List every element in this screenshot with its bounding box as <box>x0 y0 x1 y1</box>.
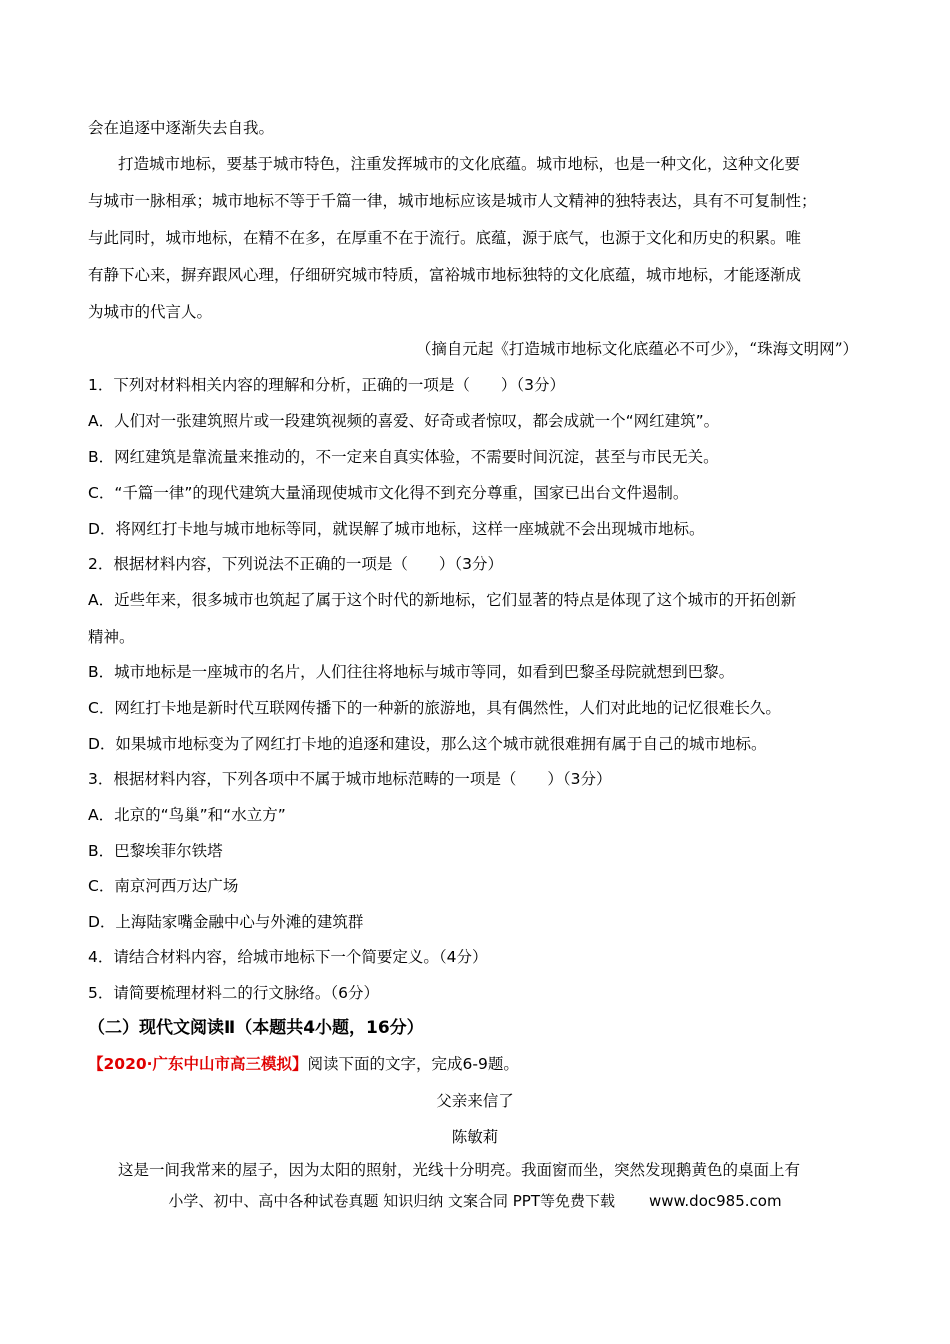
passage-line: 与此同时，城市地标，在精不在多，在厚重不在于流行。底蕴，源于底气，也源于文化和历史的积累。唯 <box>88 229 802 247</box>
question-3-option-b: B．巴黎埃菲尔铁塔 <box>88 842 223 860</box>
question-1-option-a: A．人们对一张建筑照片或一段建筑视频的喜爱、好奇或者惊叹，都会成就一个“网红建筑”。 <box>88 412 720 430</box>
reading-instruction: 阅读下面的文字，完成6-9题。 <box>307 1055 519 1073</box>
question-4: 4．请结合材料内容，给城市地标下一个简要定义。（4分） <box>88 948 488 966</box>
footer-text: 小学、初中、高中各种试卷真题 知识归纳 文案合同 PPT等免费下载 <box>168 1192 615 1210</box>
passage-line: 为城市的代言人。 <box>88 303 213 321</box>
question-3-stem: 3．根据材料内容，下列各项中不属于城市地标范畴的一项是（ ）（3分） <box>88 770 612 788</box>
passage-line: 会在追逐中逐渐失去自我。 <box>88 119 275 137</box>
question-2-stem: 2．根据材料内容，下列说法不正确的一项是（ ）（3分） <box>88 555 503 573</box>
exam-source-tag: 【2020·广东中山市高三模拟】 <box>88 1055 308 1073</box>
question-3-option-d: D．上海陆家嘴金融中心与外滩的建筑群 <box>88 913 364 931</box>
question-5: 5．请简要梳理材料二的行文脉络。（6分） <box>88 984 379 1002</box>
question-1-option-d: D．将网红打卡地与城市地标等同，就误解了城市地标，这样一座城就不会出现城市地标。 <box>88 520 705 538</box>
question-1-stem: 1．下列对材料相关内容的理解和分析，正确的一项是（ ）（3分） <box>88 376 565 394</box>
question-3-option-c: C．南京河西万达广场 <box>88 877 239 895</box>
article-first-line: 这是一间我常来的屋子，因为太阳的照射，光线十分明亮。我面窗而坐，突然发现鹅黄色的桌面上有 <box>118 1161 801 1179</box>
article-title: 父亲来信了 <box>436 1092 514 1110</box>
question-2-option-c: C．网红打卡地是新时代互联网传播下的一种新的旅游地，具有偶然性，人们对此地的记忆很难长久。 <box>88 699 781 717</box>
question-2-option-a-continued: 精神。 <box>88 628 135 646</box>
question-2-option-a: A．近些年来，很多城市也筑起了属于这个时代的新地标，它们显著的特点是体现了这个城市的开拓创新 <box>88 591 797 609</box>
section-instruction-line <box>88 1053 868 1075</box>
question-2-option-b: B．城市地标是一座城市的名片，人们往往将地标与城市等同，如看到巴黎圣母院就想到巴黎。 <box>88 663 735 681</box>
question-3-option-a: A．北京的“鸟巢”和“水立方” <box>88 806 286 824</box>
question-2-option-d: D．如果城市地标变为了网红打卡地的追逐和建设，那么这个城市就很难拥有属于自己的城市地标。 <box>88 735 767 753</box>
passage-source: （摘自元起《打造城市地标文化底蕴必不可少》，“珠海文明网”） <box>415 340 858 358</box>
footer-site-link[interactable]: www.doc985.com <box>648 1192 782 1210</box>
article-author: 陈敏莉 <box>451 1128 499 1146</box>
passage-line: 与城市一脉相承；城市地标不等于千篇一律，城市地标应该是城市人文精神的独特表达，具有不可复制性； <box>88 192 817 210</box>
question-1-option-c: C．“千篇一律”的现代建筑大量涌现使城市文化得不到充分尊重，国家已出台文件遏制。 <box>88 484 689 502</box>
section-heading: （二）现代文阅读Ⅱ（本题共4小题，16分） <box>88 1018 424 1038</box>
passage-line: 打造城市地标，要基于城市特色，注重发挥城市的文化底蕴。城市地标，也是一种文化，这种文化要 <box>118 155 801 173</box>
footer-banner <box>0 1190 950 1212</box>
passage-line: 有静下心来，摒弃跟风心理，仔细研究城市特质，富裕城市地标独特的文化底蕴，城市地标，才能逐渐成 <box>88 266 802 284</box>
question-1-option-b: B．网红建筑是靠流量来推动的，不一定来自真实体验，不需要时间沉淀，甚至与市民无关。 <box>88 448 719 466</box>
